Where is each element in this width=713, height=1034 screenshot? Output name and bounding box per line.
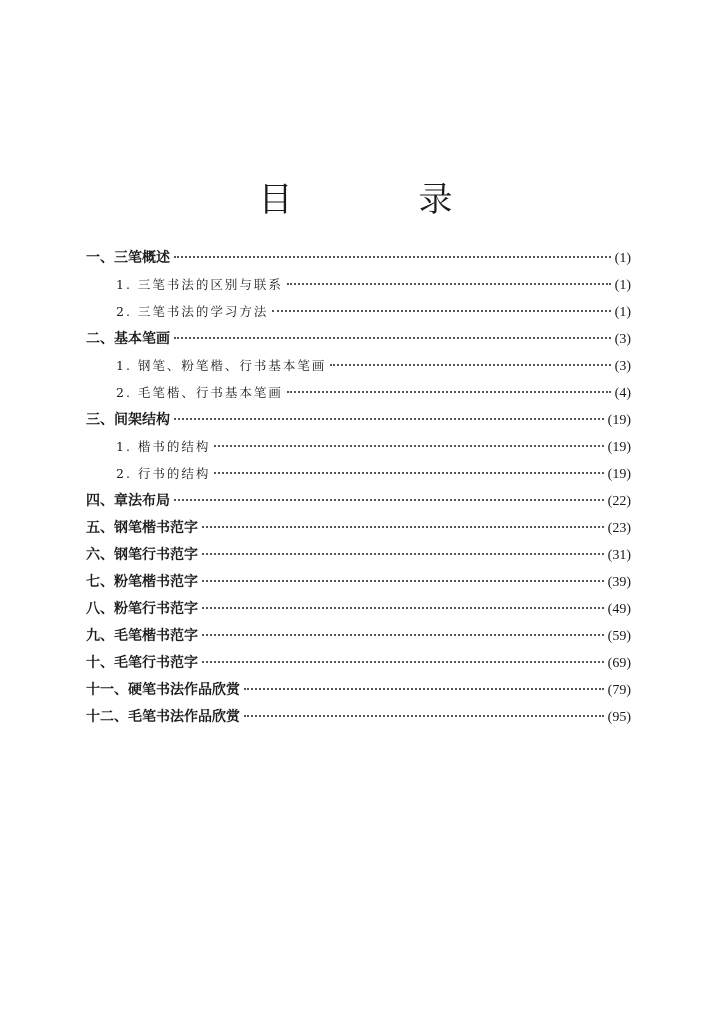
toc-entry-page: (1) [614, 305, 631, 320]
toc-entry-page: (49) [607, 602, 631, 617]
toc-entry-page: (4) [614, 386, 631, 401]
toc-entry-label: 二、基本笔画 [86, 331, 170, 347]
toc-entry-label: 2. 行书的结构 [116, 466, 211, 481]
toc-entry-page: (1) [614, 278, 631, 293]
toc-entry-label: 十二、毛笔书法作品欣赏 [86, 709, 240, 725]
toc-entry-page: (19) [607, 440, 631, 455]
toc-entry-page: (1) [614, 251, 631, 266]
dot-leader [174, 323, 611, 339]
dot-leader [202, 620, 604, 636]
toc-entry-page: (59) [607, 629, 631, 644]
toc-entry-label: 十、毛笔行书范字 [86, 655, 198, 671]
toc-entry-page: (31) [607, 548, 631, 563]
toc-entry-label: 七、粉笔楷书范字 [86, 574, 198, 590]
dot-leader [330, 350, 610, 366]
toc-entry-page: (3) [614, 359, 631, 374]
toc-entry-page: (69) [607, 656, 631, 671]
toc-entry-label: 1. 楷书的结构 [116, 439, 211, 454]
page-title: 目 录 [258, 180, 499, 220]
dot-leader [202, 512, 604, 528]
toc-entry-page: (22) [607, 494, 631, 509]
toc-entry [86, 705, 631, 732]
toc-entry-page: (79) [607, 683, 631, 698]
toc-entry-label: 十一、硬笔书法作品欣赏 [86, 682, 240, 698]
toc-entry-label: 1. 钢笔、粉笔楷、行书基本笔画 [116, 358, 327, 373]
toc-entry-page: (3) [614, 332, 631, 347]
dot-leader [202, 539, 604, 555]
toc-entry-label: 五、钢笔楷书范字 [86, 520, 198, 536]
dot-leader [244, 701, 604, 717]
toc-entry-page: (19) [607, 413, 631, 428]
dot-leader [174, 485, 604, 501]
toc-entry-label: 三、间架结构 [86, 412, 170, 428]
dot-leader [202, 593, 604, 609]
dot-leader [202, 566, 604, 582]
toc-entry-label: 1. 三笔书法的区别与联系 [116, 277, 283, 292]
toc-entry-label: 一、三笔概述 [86, 250, 170, 266]
toc-entry-page: (39) [607, 575, 631, 590]
dot-leader [174, 242, 611, 258]
toc-entry-page: (19) [607, 467, 631, 482]
dot-leader [287, 377, 611, 393]
dot-leader [244, 674, 604, 690]
toc-entry-label: 九、毛笔楷书范字 [86, 628, 198, 644]
toc-entry-label: 2. 三笔书法的学习方法 [116, 304, 269, 319]
dot-leader [202, 647, 604, 663]
toc-entry-label: 四、章法布局 [86, 493, 170, 509]
dot-leader [174, 404, 604, 420]
dot-leader [214, 431, 603, 447]
dot-leader [272, 296, 610, 312]
dot-leader [214, 458, 603, 474]
toc-entry-page: (23) [607, 521, 631, 536]
toc-entry-label: 六、钢笔行书范字 [86, 547, 198, 563]
dot-leader [287, 269, 611, 285]
table-of-contents [86, 246, 631, 732]
toc-entry-page: (95) [607, 710, 631, 725]
toc-entry-label: 八、粉笔行书范字 [86, 601, 198, 617]
toc-entry-label: 2. 毛笔楷、行书基本笔画 [116, 385, 283, 400]
